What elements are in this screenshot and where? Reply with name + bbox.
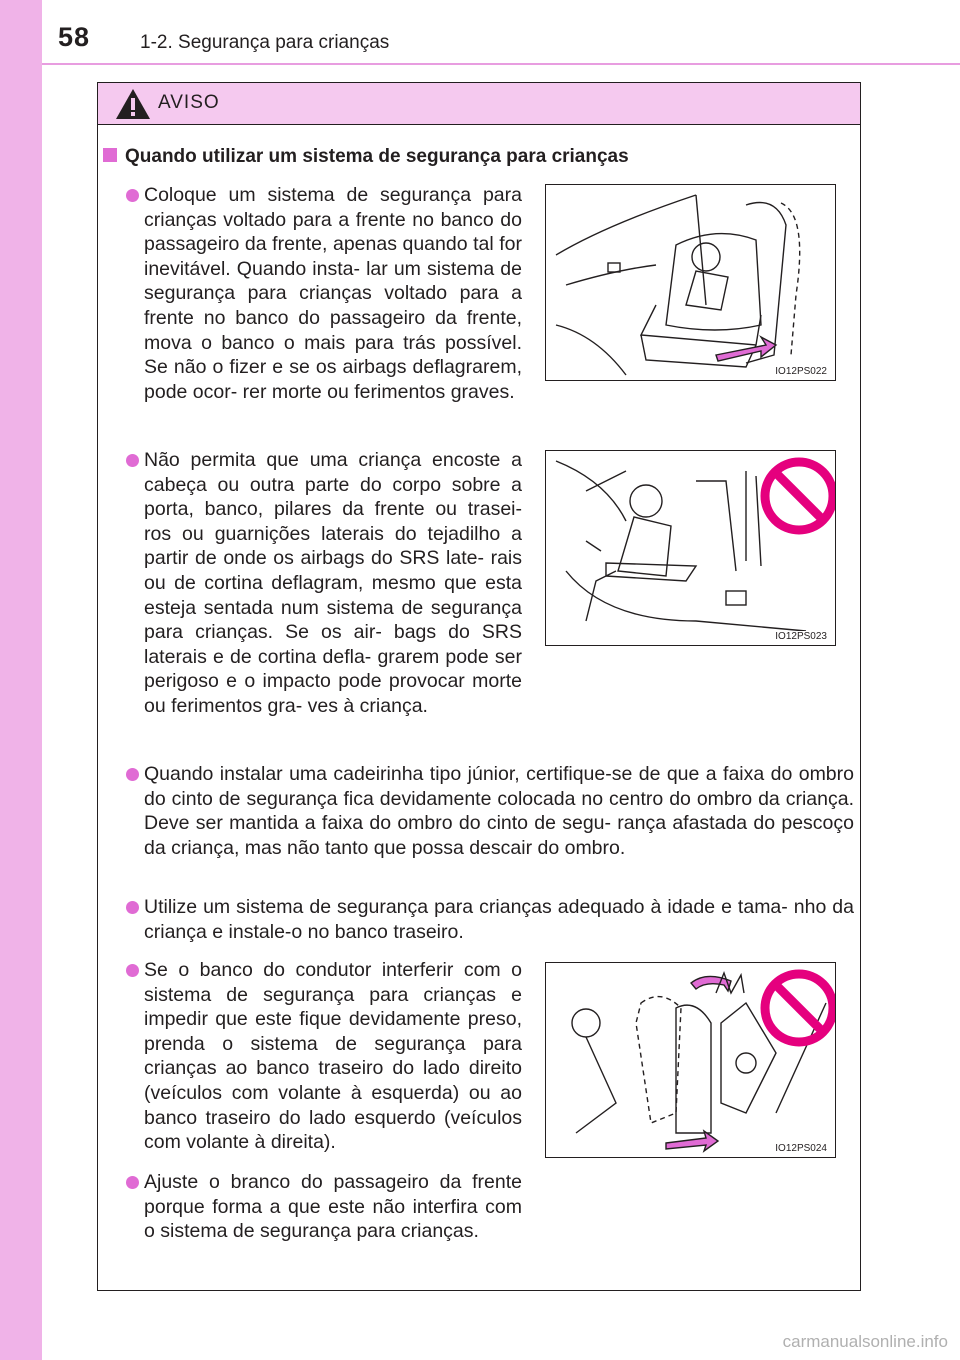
warning-bullet — [144, 183, 522, 404]
bullet-text: Utilize um sistema de segurança para crianças adequado à idade e tama- nho da criança e instale-o no banco traseiro. — [144, 896, 854, 943]
warning-bullet — [144, 762, 854, 860]
bullet-text: Quando instalar uma cadeirinha tipo júnior, certifique-se de que a faixa do ombro do cinto de segurança fica devidamente colocada no centro do ombro da criança. Deve ser mantida a faixa do ombro do cinto de segu- rança afastada do pescoço da criança, mas não tanto que possa descair do ombro. — [144, 763, 854, 859]
warning-heading-text: Quando utilizar um sistema de segurança para crianças — [125, 146, 629, 167]
bullet-text: Coloque um sistema de segurança para crianças voltado para a frente no banco do passageiro da frente, apenas quando tal for inevitável. Quando insta- lar um sistema de segurança para crianças voltado para a frente no banco do passageiro da frente, mova o banco o mais para trás possível. Se não o fizer e se os airbags deflagrarem, pode ocor- rer morte ou ferimentos graves. — [144, 184, 522, 403]
child-booster-illustration — [546, 451, 836, 646]
figure-code: IO12PS022 — [775, 366, 827, 377]
warning-header — [98, 83, 860, 125]
warning-label: AVISO — [158, 92, 220, 113]
warning-bullet — [144, 1170, 522, 1244]
child-seat-front-illustration — [546, 185, 836, 381]
bullet-dot-icon — [126, 454, 139, 467]
bullet-text: Se o banco do condutor interferir com o sistema de segurança para crianças e impedir que este fique devidamente preso, prenda o sistema de segurança para crianças ao banco traseiro do lado direito (veículos com volante à esquerda) ou ao banco traseiro do lado esquerdo (veículos com volante à direita). — [144, 959, 522, 1154]
figure-code: IO12PS024 — [775, 1143, 827, 1154]
bullet-text: Ajuste o branco do passageiro da frente porque forma a que este não interfira com o sistema de segurança para crianças. — [144, 1171, 522, 1243]
warning-bullet — [144, 895, 854, 944]
page-number: 58 — [58, 22, 91, 52]
bullet-dot-icon — [126, 189, 139, 202]
side-color-strip — [0, 0, 42, 1360]
warning-triangle-icon — [114, 87, 152, 121]
square-bullet-icon — [103, 148, 117, 162]
bullet-dot-icon — [126, 901, 139, 914]
bullet-dot-icon — [126, 964, 139, 977]
driver-seat-interference-illustration — [546, 963, 836, 1158]
watermark: carmanualsonline.info — [782, 1332, 948, 1351]
header-rule — [42, 63, 960, 65]
warning-bullet — [144, 448, 522, 719]
illustration-child-booster-door — [545, 450, 836, 646]
illustration-driver-seat-interference — [545, 962, 836, 1158]
illustration-child-seat-front — [545, 184, 836, 381]
section-title: 1-2. Segurança para crianças — [140, 32, 390, 53]
warning-bullet — [144, 958, 522, 1155]
bullet-dot-icon — [126, 1176, 139, 1189]
figure-code: IO12PS023 — [775, 631, 827, 642]
bullet-text: Não permita que uma criança encoste a cabeça ou outra parte do corpo sobre a porta, banco, pilares da frente ou trasei- ros ou guarnições laterais do tejadilho a partir de onde os airbags do SRS late- rais ou de cortina deflagram, mesmo que esta esteja sentada num sistema de segurança para crianças. Se os air- bags do SRS laterais e de cortina defla- grarem pode ser perigoso e o impacto pode provocar morte ou ferimentos gra- ves à criança. — [144, 449, 522, 717]
warning-subheading — [103, 146, 629, 168]
bullet-dot-icon — [126, 768, 139, 781]
